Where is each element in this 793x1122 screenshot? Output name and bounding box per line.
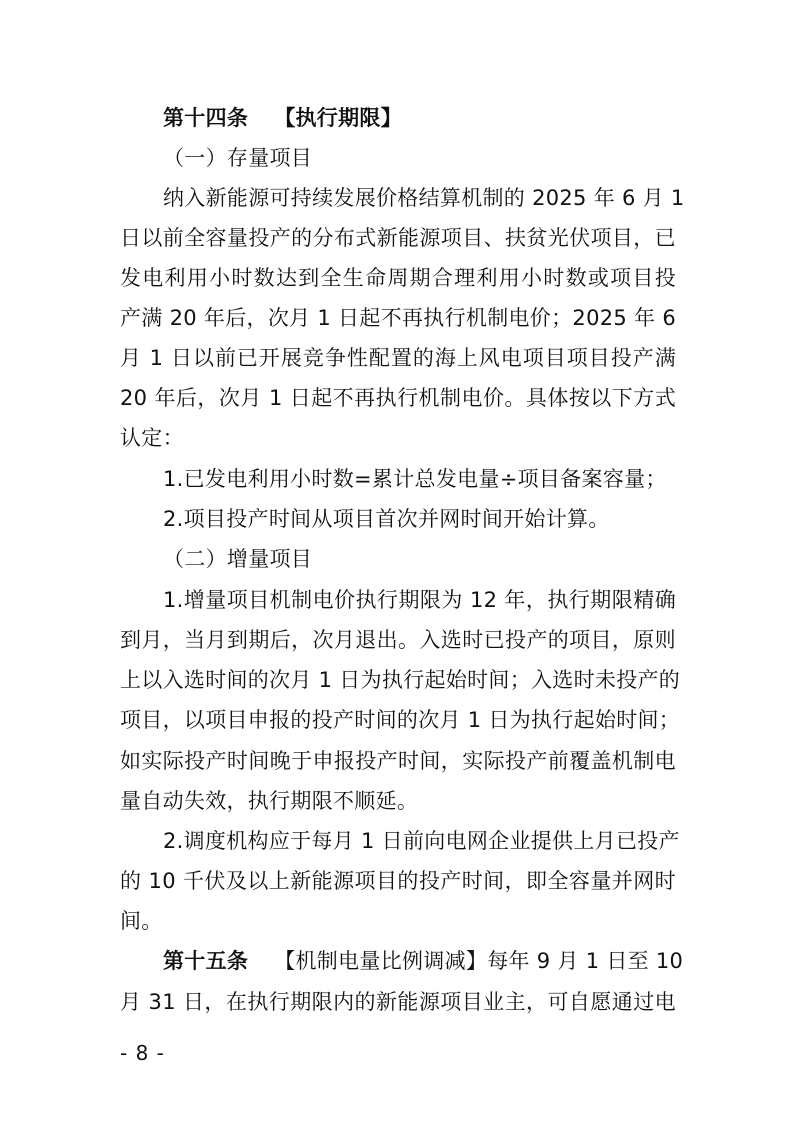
paragraph-line: 纳入新能源可持续发展价格结算机制的 2025 年 6 月 1 — [163, 186, 685, 210]
paragraph-line: 月 1 日以前已开展竞争性配置的海上风电项目项目投产满 — [120, 346, 676, 370]
paragraph-line: 项目，以项目申报的投产时间的次月 1 日为执行起始时间； — [120, 708, 681, 732]
paragraph-line: 发电利用小时数达到全生命周期合理利用小时数或项目投 — [120, 266, 676, 290]
article-14-title: 【执行期限】 — [274, 106, 403, 130]
paragraph-line: 2.调度机构应于每月 1 日前向电网企业提供上月已投产 — [163, 829, 680, 853]
page-number: - 8 - — [120, 1041, 165, 1065]
article-15-heading-line — [163, 942, 684, 980]
list-item: 1.已发电利用小时数=累计总发电量÷项目备案容量； — [163, 467, 667, 491]
article-14-heading-line — [163, 99, 676, 137]
paragraph-line: 如实际投产时间晚于申报投产时间，实际投产前覆盖机制电 — [120, 749, 676, 773]
paragraph-line: 上以入选时间的次月 1 日为执行起始时间；入选时未投产的 — [120, 668, 681, 692]
article-15-title: 【机制电量比例调减】 — [274, 949, 488, 973]
article-15-heading: 第十五条 — [163, 949, 249, 973]
article-15-text: 每年 9 月 1 日至 10 — [487, 949, 684, 973]
paragraph-line: 产满 20 年后，次月 1 日起不再执行机制电价；2025 年 6 — [120, 306, 676, 330]
paragraph-line: 间。 — [120, 909, 163, 933]
paragraph-line: 认定： — [120, 426, 184, 450]
list-item: 2.项目投产时间从项目首次并网时间开始计算。 — [163, 507, 610, 531]
paragraph-line: 月 31 日，在执行期限内的新能源项目业主，可自愿通过电 — [120, 990, 676, 1014]
article-14-heading: 第十四条 — [163, 106, 249, 130]
paragraph-line: 的 10 千伏及以上新能源项目的投产时间，即全容量并网时 — [120, 869, 676, 893]
paragraph-line: 20 年后，次月 1 日起不再执行机制电价。具体按以下方式 — [120, 386, 676, 410]
paragraph-line: 1.增量项目机制电价执行期限为 12 年，执行期限精确 — [163, 588, 676, 612]
paragraph-line: 量自动失效，执行期限不顺延。 — [120, 789, 419, 813]
section-2-heading: （二）增量项目 — [163, 547, 313, 571]
paragraph-line: 到月，当月到期后，次月退出。入选时已投产的项目，原则 — [120, 628, 676, 652]
section-1-heading: （一）存量项目 — [163, 146, 313, 170]
paragraph-line: 日以前全容量投产的分布式新能源项目、扶贫光伏项目，已 — [120, 226, 676, 250]
